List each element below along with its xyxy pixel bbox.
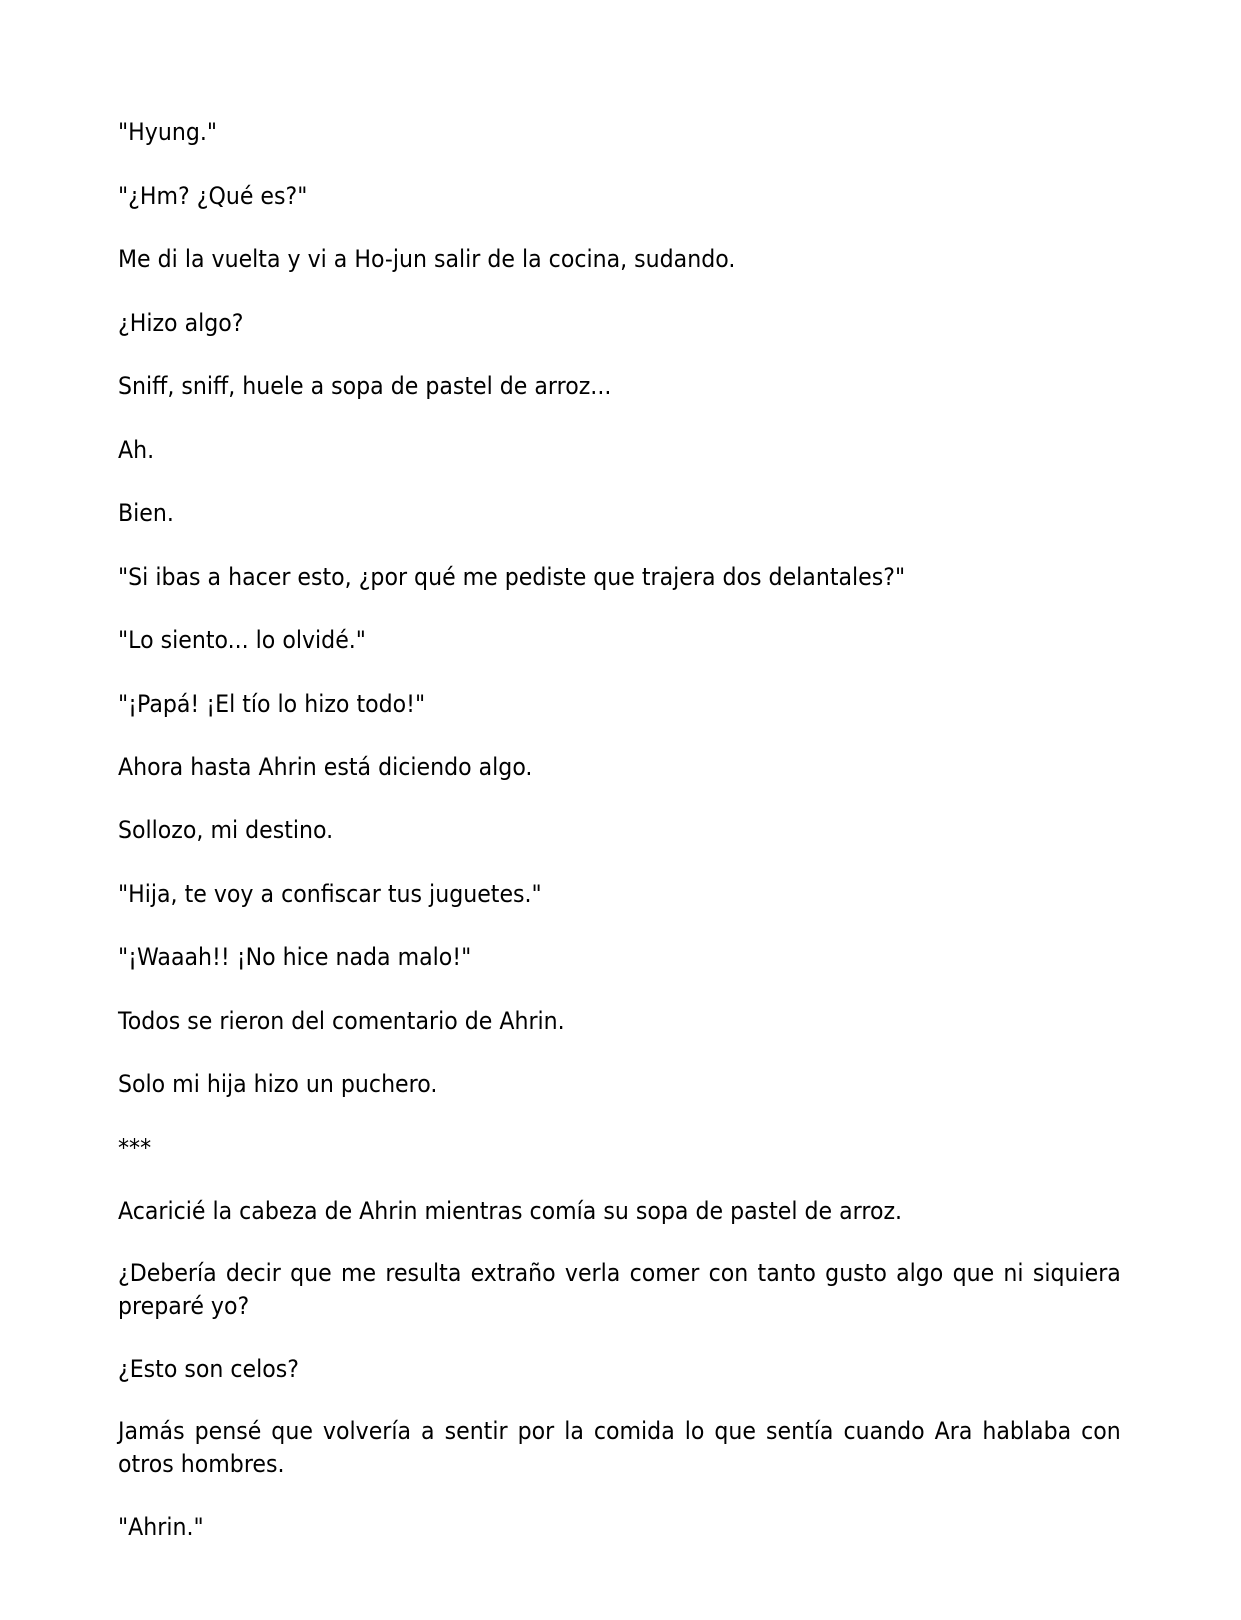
paragraph-18: ¿Debería decir que me resulta extraño verla comer con tanto gusto algo que ni siquiera preparé yo? — [118, 1259, 1121, 1320]
paragraph-17: Acaricié la cabeza de Ahrin mientras comía su sopa de pastel de arroz. — [118, 1197, 903, 1225]
paragraph-9: "Lo siento... lo olvidé." — [118, 626, 366, 654]
paragraph-14: "¡Waaah!! ¡No hice nada malo!" — [118, 943, 472, 971]
paragraph-7: Bien. — [118, 499, 174, 527]
paragraph-15: Todos se rieron del comentario de Ahrin. — [118, 1007, 565, 1035]
paragraph-4: ¿Hizo algo? — [118, 309, 244, 337]
paragraph-2: "¿Hm? ¿Qué es?" — [118, 182, 308, 210]
paragraph-6: Ah. — [118, 436, 155, 464]
paragraph-1: "Hyung." — [118, 118, 218, 146]
paragraph-12: Sollozo, mi destino. — [118, 816, 334, 844]
paragraph-19: ¿Esto son celos? — [118, 1355, 299, 1383]
paragraph-11: Ahora hasta Ahrin está diciendo algo. — [118, 753, 533, 781]
paragraph-20: Jamás pensé que volvería a sentir por la comida lo que sentía cuando Ara hablaba con otros hombres. — [118, 1417, 1121, 1478]
paragraph-8: "Si ibas a hacer esto, ¿por qué me pediste que trajera dos delantales?" — [118, 563, 906, 591]
paragraph-13: "Hija, te voy a confiscar tus juguetes." — [118, 880, 542, 908]
paragraph-5: Sniff, sniff, huele a sopa de pastel de arroz... — [118, 372, 612, 400]
paragraph-10: "¡Papá! ¡El tío lo hizo todo!" — [118, 690, 426, 718]
section-separator: *** — [118, 1134, 152, 1162]
paragraph-3: Me di la vuelta y vi a Ho-jun salir de la cocina, sudando. — [118, 245, 736, 273]
paragraph-21: "Ahrin." — [118, 1513, 204, 1541]
paragraph-16: Solo mi hija hizo un puchero. — [118, 1070, 438, 1098]
